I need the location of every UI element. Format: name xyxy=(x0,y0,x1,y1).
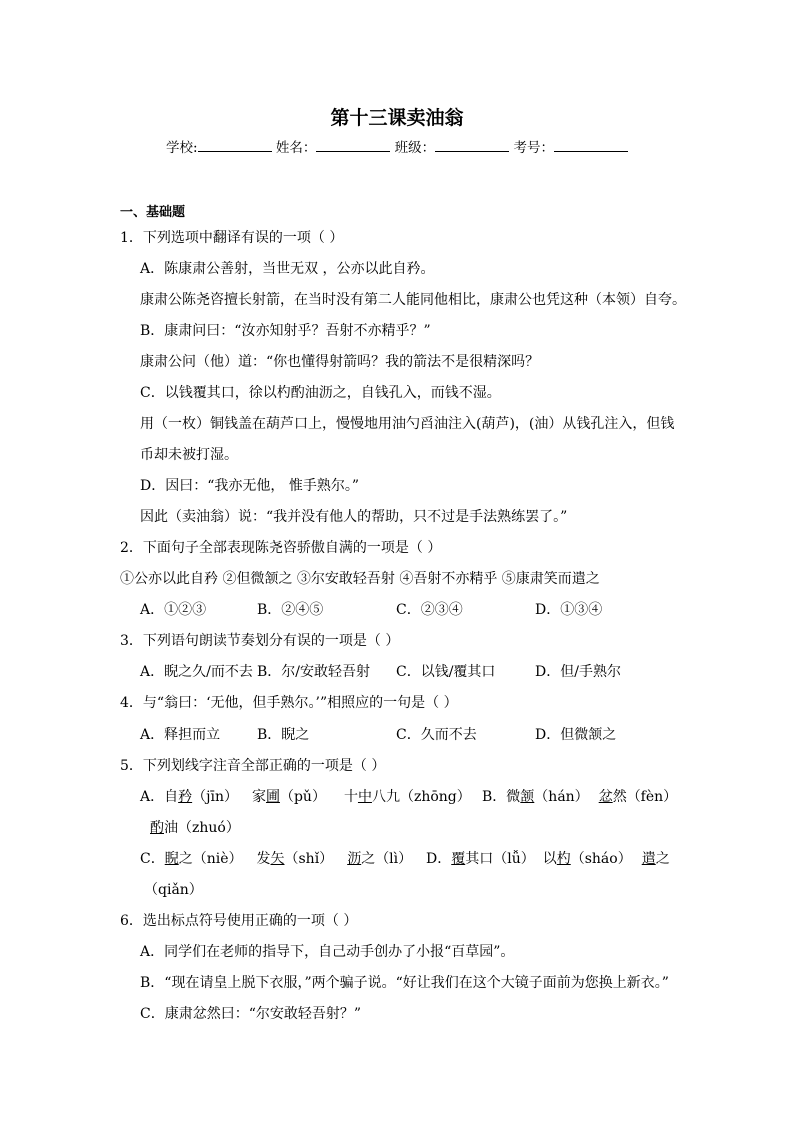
q5-a2-char: 家 xyxy=(251,789,266,805)
q2-option-c[interactable]: C．②③④ xyxy=(396,602,463,618)
q5-a-label: A． xyxy=(140,789,165,805)
q5-d2-char: 以 xyxy=(542,851,557,867)
q5-option-b[interactable] xyxy=(482,787,677,807)
q5-c2-pinyin: （shǐ） xyxy=(284,851,334,867)
q6-option-c[interactable]: C．康肃忿然曰：“尔安敢轻吾射？” xyxy=(140,1006,362,1022)
school-label: 学校: xyxy=(166,140,198,156)
q5-a3-pinyin: （zhōng） xyxy=(399,789,471,805)
q5-a2-pinyin: （pǔ） xyxy=(279,789,326,805)
q2-items: ①公亦以此自矜 ②但微颔之 ③尔安敢轻吾射 ④吾射不亦精乎 ⑤康肃笑而遣之 xyxy=(120,571,600,587)
q5-option-c[interactable] xyxy=(140,849,412,869)
q1-option-c-translation-cont: 币却未被打湿。 xyxy=(140,447,238,463)
q5-b2-rest: 然 xyxy=(612,789,627,805)
q5-c3-rest: 之 xyxy=(361,851,376,867)
q5-d3-underlined: 遣 xyxy=(641,851,656,867)
q1-option-c-translation: 用（一枚）铜钱盖在葫芦口上，慢慢地用油勺舀油注入(葫芦)，(油）从钱孔注入，但钱 xyxy=(140,416,675,432)
q5-a3-underlined: 中 xyxy=(357,789,372,805)
q5-stem: 5．下列划线字注音全部正确的一项是（ ） xyxy=(120,758,386,774)
q1-option-d-translation: 因此（卖油翁）说：“我并没有他人的帮助，只不过是手法熟练罢了。” xyxy=(140,509,568,525)
q2-option-d[interactable]: D．①③④ xyxy=(535,602,603,618)
q3-stem: 3．下列语句朗读节奏划分有误的一项是（ ） xyxy=(120,633,400,649)
q5-a2-underlined: 圃 xyxy=(265,789,280,805)
name-blank[interactable] xyxy=(316,137,390,152)
q5-c2-char: 发 xyxy=(256,851,271,867)
q5-b-label: B． xyxy=(482,789,507,805)
page-title: 第十三课卖油翁 xyxy=(330,107,464,129)
q5-a1-pinyin: （jīn） xyxy=(192,789,238,805)
number-blank[interactable] xyxy=(554,137,628,152)
q1-option-b[interactable]: B．康肃问曰：“汝亦知射乎？吾射不亦精乎？” xyxy=(140,323,431,339)
q5-c2-underlined: 矢 xyxy=(270,851,285,867)
school-blank[interactable] xyxy=(198,137,272,152)
q4-option-b[interactable]: B．睨之 xyxy=(257,727,310,743)
q5-a3-rest: 八九 xyxy=(371,789,400,805)
q4-option-c[interactable]: C．久而不去 xyxy=(396,727,477,743)
q4-option-d[interactable]: D．但微颔之 xyxy=(535,727,617,743)
q5-b3-pinyin: （zhuó） xyxy=(178,820,240,836)
q5-option-a[interactable] xyxy=(140,787,471,807)
q2-stem: 2．下面句子全部表现陈尧咨骄傲自满的一项是（ ） xyxy=(120,540,442,556)
q4-stem: 4．与“翁曰：‘无他，但手熟尔。’”相照应的一句是（ ） xyxy=(120,695,458,711)
q5-c3-underlined: 沥 xyxy=(347,851,362,867)
section-heading: 一、基础题 xyxy=(120,205,186,220)
q3-option-a[interactable]: A．睨之久/而不去 xyxy=(140,664,253,680)
q5-d2-pinyin: （sháo） xyxy=(570,851,632,867)
q2-option-b[interactable]: B．②④⑤ xyxy=(257,602,324,618)
q1-option-b-translation: 康肃公问（他）道：“你也懂得射箭吗？我的箭法不是很精深吗？ xyxy=(140,354,540,370)
q1-option-c[interactable]: C．以钱覆其口，徐以杓酌油沥之，自钱孔入，而钱不湿。 xyxy=(140,385,501,401)
q1-option-a-translation: 康肃公陈尧咨擅长射箭，在当时没有第二人能同他相比，康肃公也凭这种（本领）自夸。 xyxy=(140,292,686,308)
q6-option-b[interactable]: B．“现在请皇上脱下衣服，”两个骗子说。“好让我们在这个大镜子面前为您换上新衣。” xyxy=(140,975,669,991)
q5-a1-underlined: 矜 xyxy=(178,789,193,805)
q5-d1-underlined: 覆 xyxy=(451,851,466,867)
q5-c1-rest: 之 xyxy=(178,851,193,867)
q1-option-a[interactable]: A．陈康肃公善射，当世无双 ，公亦以此自矜。 xyxy=(140,261,435,277)
q3-option-c[interactable]: C．以钱/覆其口 xyxy=(396,664,496,680)
class-blank[interactable] xyxy=(435,137,509,152)
name-label: 姓名： xyxy=(275,140,317,156)
q3-option-b[interactable]: B．尔/安敢轻吾射 xyxy=(257,664,371,680)
q5-option-d-cont: （qiǎn） xyxy=(144,882,203,898)
q5-b1-underlined: 颔 xyxy=(520,789,535,805)
q5-d2-underlined: 杓 xyxy=(556,851,571,867)
q4-option-a[interactable]: A．释担而立 xyxy=(140,727,221,743)
q5-c-label: C． xyxy=(140,851,165,867)
q2-option-a[interactable]: A．①②③ xyxy=(140,602,207,618)
q5-d1-pinyin: （lǚ） xyxy=(493,851,535,867)
q5-option-d[interactable] xyxy=(426,849,670,869)
q6-stem: 6．选出标点符号使用正确的一项（ ） xyxy=(120,913,358,929)
q1-stem: 1．下列选项中翻译有误的一项（ ） xyxy=(120,230,344,246)
q5-b2-pinyin: （fèn） xyxy=(626,789,678,805)
q6-option-a[interactable]: A．同学们在老师的指导下，自己动手创办了小报“百草园”。 xyxy=(140,944,515,960)
q5-b3-underlined: 酌 xyxy=(150,820,164,836)
q5-b1-pinyin: （hán） xyxy=(534,789,589,805)
q5-c1-underlined: 睨 xyxy=(164,851,179,867)
class-label: 班级： xyxy=(394,140,436,156)
q5-c1-pinyin: （niè） xyxy=(192,851,243,867)
q5-option-b-cont xyxy=(150,818,240,838)
q5-c3-pinyin: （lì） xyxy=(375,851,413,867)
q3-option-d[interactable]: D．但/手熟尔 xyxy=(535,664,621,680)
q5-a1-char: 自 xyxy=(164,789,179,805)
q5-d3-rest: 之 xyxy=(655,851,670,867)
q5-b1-char: 微 xyxy=(506,789,521,805)
q5-b2-underlined: 忿 xyxy=(598,789,613,805)
q1-option-d[interactable]: D．因曰：“我亦无他， 惟手熟尔。” xyxy=(140,478,359,494)
student-info-line xyxy=(0,137,794,158)
q5-a3-char: 十 xyxy=(343,789,358,805)
q5-d-label: D． xyxy=(426,851,452,867)
q5-b3-rest: 油 xyxy=(164,820,178,836)
number-label: 考号： xyxy=(513,140,554,156)
q5-d1-rest: 其口 xyxy=(465,851,494,867)
